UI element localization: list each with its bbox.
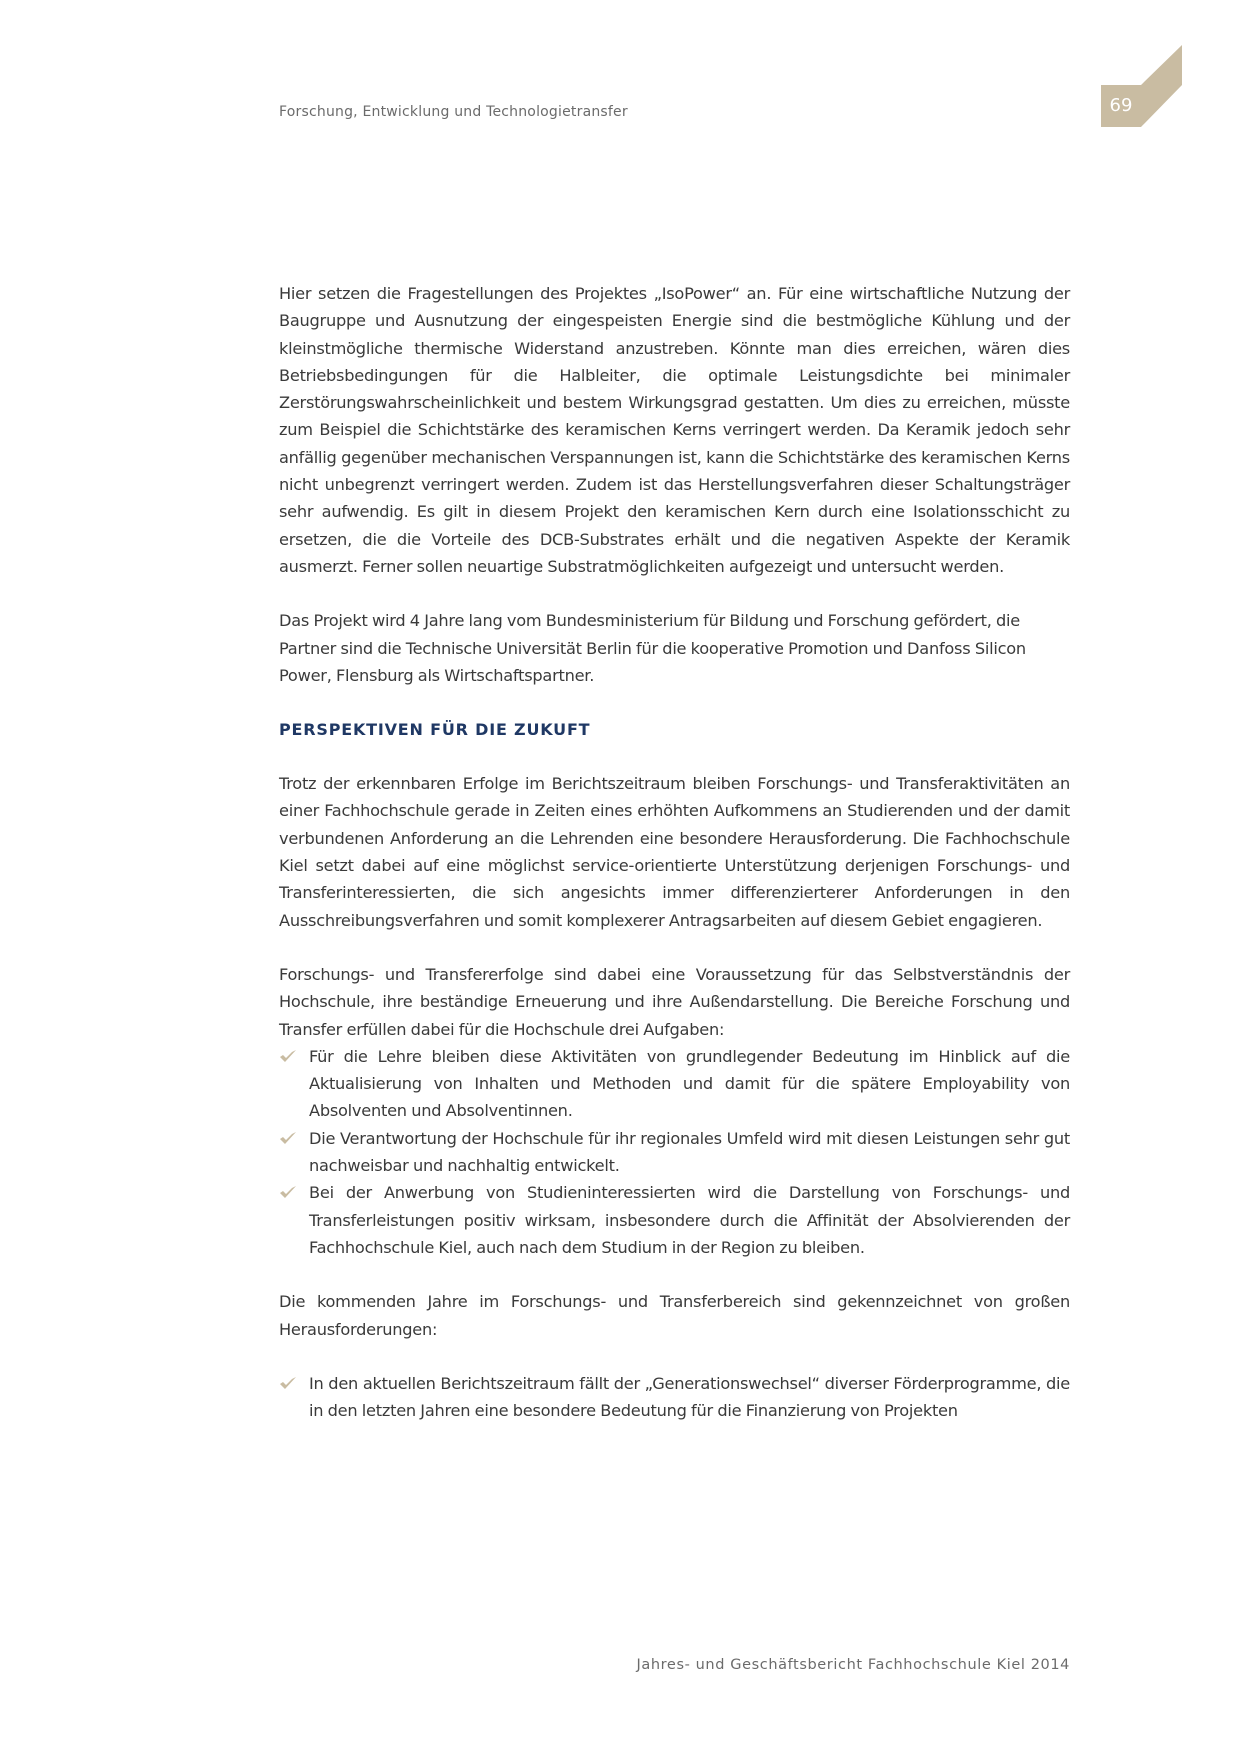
list-item-text: Bei der Anwerbung von Studieninteressierten wird die Darstellung von Forschungs- und Transferleistungen positiv wirksam, insbesondere durch die Affinität der Absolvierenden der Fachhochschule Kiel, auch nach dem Studium in der Region zu bleiben.	[309, 1183, 1070, 1257]
paragraph-perspectives: Trotz der erkennbaren Erfolge im Berichtszeitraum bleiben Forschungs- und Transferaktivitäten an einer Fachhochschule gerade in Zeiten eines erhöhten Aufkommens an Studierenden und der damit verbundenen Anforderung an die Lehrenden eine besondere Herausforderung. Die Fachhochschule Kiel setzt dabei auf eine möglichst service-orientierte Unterstützung derjenigen Forschungs- und Transferinteressierten, die sich angesichts immer differenzierterer Anforderungen in den Ausschreibungsverfahren und somit komplexerer Antragsarbeiten auf diesem Gebiet engagieren.	[279, 774, 1070, 930]
paragraph-funding: Das Projekt wird 4 Jahre lang vom Bundesministerium für Bildung und Forschung gefördert, die Partner sind die Technische Universität Berlin für die kooperative Promotion und Danfoss Silicon Power, Flensburg als Wirtschaftspartner.	[279, 611, 1026, 685]
paragraph-tasks-intro: Forschungs- und Transfererfolge sind dabei eine Voraussetzung für das Selbstverständnis der Hochschule, ihre beständige Erneuerung und ihre Außendarstellung. Die Bereiche Forschung und Transfer erfüllen dabei für die Hochschule drei Aufgaben:	[279, 964, 1070, 1039]
list-item	[279, 1043, 1070, 1125]
bullet-list-challenges	[279, 1370, 1070, 1425]
checkmark-bullet-icon	[279, 1049, 297, 1063]
list-item	[279, 1370, 1070, 1425]
paragraph-challenges-intro: Die kommenden Jahre im Forschungs- und Transferbereich sind gekennzeichnet von großen Herausforderungen:	[279, 1292, 1070, 1339]
list-item-text: Die Verantwortung der Hochschule für ihr regionales Umfeld wird mit diesen Leistungen sehr gut nachweisbar und nachhaltig entwickelt.	[309, 1128, 1070, 1176]
paragraph-isopower: Hier setzen die Fragestellungen des Projektes „IsoPower“ an. Für eine wirtschaftliche Nutzung der Baugruppe und Ausnutzung der eingespeisten Energie sind die bestmögliche Kühlung und der kleinstmögliche thermische Widerstand anzustreben. Könnte man dies erreichen, wären dies Betriebsbedingungen für die Halbleiter, die optimale Leistungsdichte bei minimaler Zerstörungswahrscheinlichkeit und bestem Wirkungsgrad gestatten. Um dies zu erreichen, müsste zum Beispiel die Schichtstärke des keramischen Kerns verringert werden. Da Keramik jedoch sehr anfällig gegenüber mechanischen Verspannungen ist, kann die Schichtstärke des keramischen Kerns nicht unbegrenzt verringert werden. Zudem ist das Herstellungsverfahren dieser Schaltungsträger sehr aufwendig. Es gilt in diesem Projekt den keramischen Kern durch eine Isolationsschicht zu ersetzen, die die Vorteile des DCB-Substrates erhält und die negativen Aspekte der Keramik ausmerzt. Ferner sollen neuartige Substratmöglichkeiten aufgezeigt und untersucht werden.	[279, 284, 1070, 576]
page-number: 69	[1109, 95, 1133, 116]
checkmark-bullet-icon	[279, 1185, 297, 1199]
list-item	[279, 1179, 1070, 1261]
list-item	[279, 1125, 1070, 1180]
list-item-text: In den aktuellen Berichtszeitraum fällt der „Generationswechsel“ diverser Förderprogramme, die in den letzten Jahren eine besondere Bedeutung für die Finanzierung von Projekten	[309, 1373, 1070, 1421]
section-heading: PERSPEKTIVEN FÜR DIE ZUKUFT	[279, 720, 591, 740]
running-header: Forschung, Entwicklung und Technologietransfer	[279, 104, 628, 120]
main-content	[279, 280, 1070, 1424]
list-item-text: Für die Lehre bleiben diese Aktivitäten von grundlegender Bedeutung im Hinblick auf die Aktualisierung von Inhalten und Methoden und damit für die spätere Employability von Absolventen und Absolventinnen.	[309, 1046, 1070, 1121]
checkmark-bullet-icon	[279, 1376, 297, 1390]
bullet-list-tasks	[279, 1043, 1070, 1261]
running-footer: Jahres- und Geschäftsbericht Fachhochschule Kiel 2014	[636, 1657, 1070, 1673]
checkmark-bullet-icon	[279, 1131, 297, 1145]
